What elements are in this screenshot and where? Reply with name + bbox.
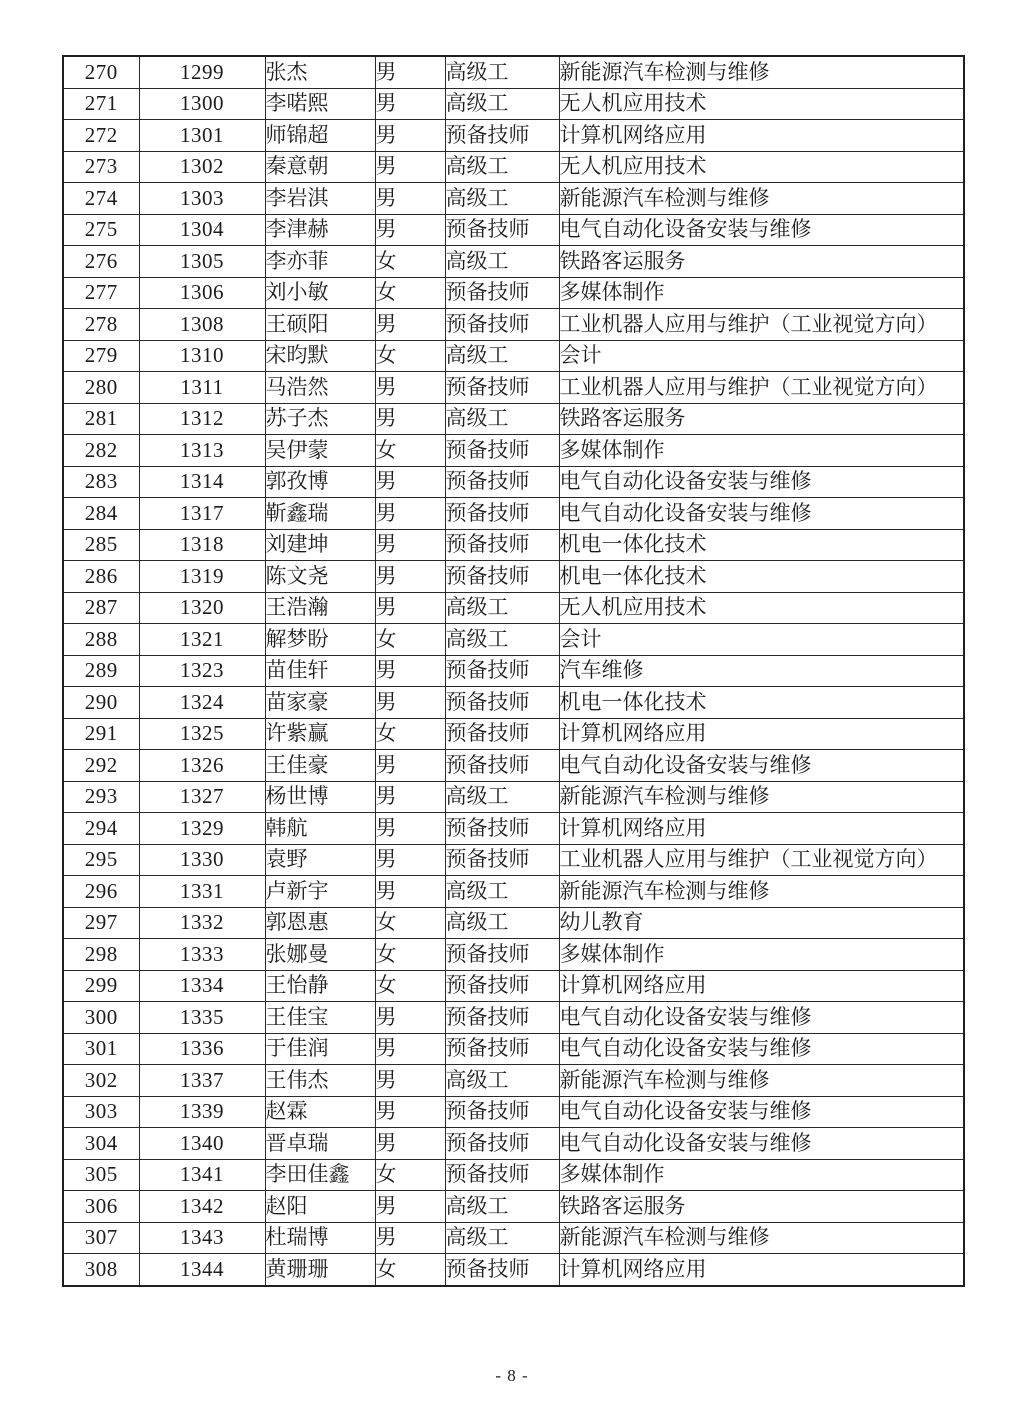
table-row	[63, 214, 964, 246]
cell-gender: 女	[375, 1159, 445, 1191]
cell-index: 307	[63, 1222, 139, 1254]
cell-index: 277	[63, 277, 139, 309]
cell-major: 工业机器人应用与维护（工业视觉方向）	[559, 844, 964, 876]
cell-major: 计算机网络应用	[559, 813, 964, 845]
cell-name: 郭孜博	[265, 466, 375, 498]
cell-major: 铁路客运服务	[559, 403, 964, 435]
cell-major: 铁路客运服务	[559, 1191, 964, 1223]
cell-level: 预备技师	[445, 655, 559, 687]
cell-id: 1343	[139, 1222, 265, 1254]
cell-index: 273	[63, 151, 139, 183]
table-row	[63, 56, 964, 88]
cell-level: 高级工	[445, 781, 559, 813]
cell-gender: 男	[375, 466, 445, 498]
cell-gender: 男	[375, 844, 445, 876]
table-row	[63, 939, 964, 971]
cell-level: 高级工	[445, 1222, 559, 1254]
cell-index: 301	[63, 1033, 139, 1065]
cell-major: 会计	[559, 340, 964, 372]
cell-level: 高级工	[445, 56, 559, 88]
cell-index: 285	[63, 529, 139, 561]
cell-id: 1344	[139, 1254, 265, 1286]
cell-id: 1317	[139, 498, 265, 530]
table-row	[63, 1096, 964, 1128]
cell-major: 工业机器人应用与维护（工业视觉方向）	[559, 372, 964, 404]
cell-name: 李岩淇	[265, 183, 375, 215]
table-row	[63, 1033, 964, 1065]
cell-gender: 男	[375, 309, 445, 341]
cell-gender: 男	[375, 1033, 445, 1065]
cell-name: 刘建坤	[265, 529, 375, 561]
cell-gender: 女	[375, 435, 445, 467]
cell-name: 张娜曼	[265, 939, 375, 971]
table-row	[63, 1128, 964, 1160]
table-row	[63, 844, 964, 876]
cell-id: 1340	[139, 1128, 265, 1160]
cell-name: 杨世博	[265, 781, 375, 813]
cell-name: 王佳宝	[265, 1002, 375, 1034]
cell-level: 高级工	[445, 183, 559, 215]
cell-gender: 男	[375, 1065, 445, 1097]
cell-name: 马浩然	[265, 372, 375, 404]
table-row	[63, 151, 964, 183]
cell-major: 无人机应用技术	[559, 151, 964, 183]
cell-name: 袁野	[265, 844, 375, 876]
table-row	[63, 88, 964, 120]
cell-name: 王佳豪	[265, 750, 375, 782]
cell-major: 多媒体制作	[559, 277, 964, 309]
page-number: - 8 -	[495, 1366, 529, 1385]
cell-level: 预备技师	[445, 1159, 559, 1191]
cell-id: 1326	[139, 750, 265, 782]
cell-name: 韩航	[265, 813, 375, 845]
cell-index: 308	[63, 1254, 139, 1286]
cell-index: 284	[63, 498, 139, 530]
cell-gender: 女	[375, 624, 445, 656]
cell-level: 高级工	[445, 592, 559, 624]
cell-level: 预备技师	[445, 750, 559, 782]
table-row	[63, 498, 964, 530]
cell-index: 300	[63, 1002, 139, 1034]
cell-index: 286	[63, 561, 139, 593]
cell-name: 刘小敏	[265, 277, 375, 309]
cell-name: 晋卓瑞	[265, 1128, 375, 1160]
table-row	[63, 876, 964, 908]
cell-index: 294	[63, 813, 139, 845]
cell-major: 电气自动化设备安装与维修	[559, 1128, 964, 1160]
cell-level: 预备技师	[445, 498, 559, 530]
cell-gender: 男	[375, 1222, 445, 1254]
cell-name: 苗家豪	[265, 687, 375, 719]
cell-index: 290	[63, 687, 139, 719]
cell-major: 新能源汽车检测与维修	[559, 183, 964, 215]
table-row	[63, 1159, 964, 1191]
cell-index: 282	[63, 435, 139, 467]
cell-major: 计算机网络应用	[559, 718, 964, 750]
cell-level: 高级工	[445, 340, 559, 372]
cell-name: 秦意朝	[265, 151, 375, 183]
cell-gender: 男	[375, 561, 445, 593]
cell-name: 陈文尧	[265, 561, 375, 593]
cell-index: 292	[63, 750, 139, 782]
cell-level: 高级工	[445, 876, 559, 908]
cell-level: 预备技师	[445, 466, 559, 498]
cell-index: 271	[63, 88, 139, 120]
cell-gender: 男	[375, 813, 445, 845]
cell-major: 无人机应用技术	[559, 592, 964, 624]
cell-index: 274	[63, 183, 139, 215]
cell-name: 王硕阳	[265, 309, 375, 341]
cell-index: 295	[63, 844, 139, 876]
cell-name: 于佳润	[265, 1033, 375, 1065]
cell-level: 预备技师	[445, 687, 559, 719]
table-row	[63, 1065, 964, 1097]
cell-name: 李亦菲	[265, 246, 375, 278]
cell-name: 赵阳	[265, 1191, 375, 1223]
cell-id: 1319	[139, 561, 265, 593]
cell-major: 新能源汽车检测与维修	[559, 1065, 964, 1097]
cell-index: 275	[63, 214, 139, 246]
cell-gender: 女	[375, 246, 445, 278]
table-row	[63, 718, 964, 750]
cell-id: 1321	[139, 624, 265, 656]
cell-major: 计算机网络应用	[559, 1254, 964, 1286]
table-row	[63, 592, 964, 624]
cell-level: 预备技师	[445, 1096, 559, 1128]
cell-gender: 男	[375, 1191, 445, 1223]
table-row	[63, 655, 964, 687]
cell-major: 电气自动化设备安装与维修	[559, 1096, 964, 1128]
table-row	[63, 687, 964, 719]
cell-major: 多媒体制作	[559, 1159, 964, 1191]
cell-gender: 女	[375, 939, 445, 971]
cell-id: 1304	[139, 214, 265, 246]
cell-gender: 女	[375, 340, 445, 372]
cell-id: 1335	[139, 1002, 265, 1034]
cell-gender: 女	[375, 1254, 445, 1286]
cell-index: 297	[63, 907, 139, 939]
cell-index: 289	[63, 655, 139, 687]
table-row	[63, 340, 964, 372]
cell-major: 新能源汽车检测与维修	[559, 781, 964, 813]
cell-id: 1325	[139, 718, 265, 750]
cell-level: 预备技师	[445, 120, 559, 152]
cell-id: 1299	[139, 56, 265, 88]
cell-gender: 女	[375, 718, 445, 750]
cell-index: 276	[63, 246, 139, 278]
table-row	[63, 372, 964, 404]
cell-name: 吴伊蒙	[265, 435, 375, 467]
cell-id: 1331	[139, 876, 265, 908]
table-row	[63, 183, 964, 215]
cell-level: 预备技师	[445, 1002, 559, 1034]
cell-gender: 男	[375, 214, 445, 246]
cell-id: 1308	[139, 309, 265, 341]
cell-gender: 男	[375, 372, 445, 404]
cell-gender: 男	[375, 1096, 445, 1128]
cell-major: 无人机应用技术	[559, 88, 964, 120]
table-row	[63, 435, 964, 467]
cell-level: 预备技师	[445, 214, 559, 246]
cell-gender: 女	[375, 907, 445, 939]
cell-gender: 女	[375, 970, 445, 1002]
cell-name: 王伟杰	[265, 1065, 375, 1097]
cell-index: 283	[63, 466, 139, 498]
roster-table-body	[63, 56, 964, 1286]
cell-id: 1312	[139, 403, 265, 435]
table-row	[63, 907, 964, 939]
cell-level: 高级工	[445, 151, 559, 183]
cell-major: 多媒体制作	[559, 435, 964, 467]
cell-name: 李喏熙	[265, 88, 375, 120]
cell-id: 1336	[139, 1033, 265, 1065]
cell-name: 赵霖	[265, 1096, 375, 1128]
cell-gender: 男	[375, 655, 445, 687]
cell-level: 预备技师	[445, 718, 559, 750]
cell-major: 机电一体化技术	[559, 687, 964, 719]
table-row	[63, 813, 964, 845]
cell-index: 281	[63, 403, 139, 435]
table-row	[63, 403, 964, 435]
cell-index: 280	[63, 372, 139, 404]
roster-table	[62, 55, 965, 1287]
table-row	[63, 246, 964, 278]
cell-gender: 男	[375, 403, 445, 435]
cell-gender: 女	[375, 277, 445, 309]
cell-level: 预备技师	[445, 529, 559, 561]
cell-major: 工业机器人应用与维护（工业视觉方向）	[559, 309, 964, 341]
table-row	[63, 120, 964, 152]
cell-name: 王怡静	[265, 970, 375, 1002]
cell-level: 预备技师	[445, 1033, 559, 1065]
cell-name: 苗佳轩	[265, 655, 375, 687]
cell-gender: 男	[375, 592, 445, 624]
cell-name: 郭恩惠	[265, 907, 375, 939]
cell-index: 305	[63, 1159, 139, 1191]
cell-name: 宋昀默	[265, 340, 375, 372]
table-row	[63, 1222, 964, 1254]
cell-level: 预备技师	[445, 844, 559, 876]
cell-index: 287	[63, 592, 139, 624]
cell-id: 1300	[139, 88, 265, 120]
cell-major: 汽车维修	[559, 655, 964, 687]
cell-gender: 男	[375, 498, 445, 530]
cell-id: 1305	[139, 246, 265, 278]
cell-name: 靳鑫瑞	[265, 498, 375, 530]
cell-index: 279	[63, 340, 139, 372]
cell-name: 张杰	[265, 56, 375, 88]
table-row	[63, 1002, 964, 1034]
cell-name: 苏子杰	[265, 403, 375, 435]
cell-id: 1313	[139, 435, 265, 467]
cell-major: 新能源汽车检测与维修	[559, 1222, 964, 1254]
cell-id: 1327	[139, 781, 265, 813]
cell-level: 高级工	[445, 624, 559, 656]
cell-level: 预备技师	[445, 309, 559, 341]
cell-name: 黄珊珊	[265, 1254, 375, 1286]
cell-gender: 男	[375, 120, 445, 152]
cell-level: 高级工	[445, 88, 559, 120]
cell-major: 电气自动化设备安装与维修	[559, 466, 964, 498]
cell-gender: 男	[375, 151, 445, 183]
cell-level: 预备技师	[445, 435, 559, 467]
cell-id: 1339	[139, 1096, 265, 1128]
cell-level: 高级工	[445, 403, 559, 435]
cell-gender: 男	[375, 687, 445, 719]
cell-index: 293	[63, 781, 139, 813]
cell-gender: 男	[375, 1128, 445, 1160]
cell-level: 预备技师	[445, 277, 559, 309]
cell-major: 计算机网络应用	[559, 120, 964, 152]
table-row	[63, 561, 964, 593]
cell-level: 高级工	[445, 1065, 559, 1097]
cell-major: 电气自动化设备安装与维修	[559, 1002, 964, 1034]
cell-index: 278	[63, 309, 139, 341]
cell-index: 288	[63, 624, 139, 656]
cell-gender: 男	[375, 529, 445, 561]
cell-level: 预备技师	[445, 1254, 559, 1286]
cell-gender: 男	[375, 781, 445, 813]
cell-major: 会计	[559, 624, 964, 656]
cell-level: 高级工	[445, 1191, 559, 1223]
cell-major: 计算机网络应用	[559, 970, 964, 1002]
cell-id: 1329	[139, 813, 265, 845]
cell-level: 高级工	[445, 907, 559, 939]
cell-gender: 男	[375, 876, 445, 908]
cell-id: 1330	[139, 844, 265, 876]
cell-name: 王浩瀚	[265, 592, 375, 624]
cell-level: 预备技师	[445, 1128, 559, 1160]
cell-major: 机电一体化技术	[559, 561, 964, 593]
table-row	[63, 750, 964, 782]
cell-gender: 男	[375, 88, 445, 120]
table-row	[63, 624, 964, 656]
cell-major: 多媒体制作	[559, 939, 964, 971]
cell-id: 1306	[139, 277, 265, 309]
cell-level: 预备技师	[445, 372, 559, 404]
table-row	[63, 781, 964, 813]
cell-level: 预备技师	[445, 561, 559, 593]
cell-gender: 男	[375, 56, 445, 88]
cell-id: 1341	[139, 1159, 265, 1191]
cell-major: 电气自动化设备安装与维修	[559, 750, 964, 782]
table-row	[63, 1254, 964, 1286]
cell-id: 1314	[139, 466, 265, 498]
cell-gender: 男	[375, 183, 445, 215]
cell-index: 306	[63, 1191, 139, 1223]
cell-index: 304	[63, 1128, 139, 1160]
cell-index: 298	[63, 939, 139, 971]
cell-id: 1333	[139, 939, 265, 971]
cell-index: 299	[63, 970, 139, 1002]
table-row	[63, 466, 964, 498]
cell-name: 杜瑞博	[265, 1222, 375, 1254]
table-row	[63, 277, 964, 309]
cell-major: 电气自动化设备安装与维修	[559, 498, 964, 530]
cell-id: 1342	[139, 1191, 265, 1223]
cell-major: 幼儿教育	[559, 907, 964, 939]
cell-name: 解梦盼	[265, 624, 375, 656]
cell-level: 高级工	[445, 246, 559, 278]
cell-gender: 男	[375, 1002, 445, 1034]
cell-index: 303	[63, 1096, 139, 1128]
cell-name: 许紫赢	[265, 718, 375, 750]
cell-name: 李田佳鑫	[265, 1159, 375, 1191]
cell-index: 270	[63, 56, 139, 88]
cell-id: 1311	[139, 372, 265, 404]
cell-name: 师锦超	[265, 120, 375, 152]
cell-id: 1337	[139, 1065, 265, 1097]
table-row	[63, 309, 964, 341]
cell-major: 机电一体化技术	[559, 529, 964, 561]
cell-id: 1320	[139, 592, 265, 624]
cell-major: 电气自动化设备安装与维修	[559, 214, 964, 246]
cell-level: 预备技师	[445, 813, 559, 845]
cell-gender: 男	[375, 750, 445, 782]
cell-id: 1302	[139, 151, 265, 183]
cell-id: 1310	[139, 340, 265, 372]
cell-major: 新能源汽车检测与维修	[559, 876, 964, 908]
cell-index: 272	[63, 120, 139, 152]
cell-major: 铁路客运服务	[559, 246, 964, 278]
cell-id: 1324	[139, 687, 265, 719]
cell-id: 1318	[139, 529, 265, 561]
cell-level: 预备技师	[445, 970, 559, 1002]
table-row	[63, 1191, 964, 1223]
cell-index: 296	[63, 876, 139, 908]
cell-id: 1323	[139, 655, 265, 687]
cell-level: 预备技师	[445, 939, 559, 971]
cell-major: 电气自动化设备安装与维修	[559, 1033, 964, 1065]
cell-name: 卢新宇	[265, 876, 375, 908]
cell-name: 李津赫	[265, 214, 375, 246]
table-row	[63, 970, 964, 1002]
cell-id: 1301	[139, 120, 265, 152]
cell-index: 291	[63, 718, 139, 750]
cell-major: 新能源汽车检测与维修	[559, 56, 964, 88]
cell-id: 1303	[139, 183, 265, 215]
table-row	[63, 529, 964, 561]
cell-id: 1332	[139, 907, 265, 939]
cell-index: 302	[63, 1065, 139, 1097]
cell-id: 1334	[139, 970, 265, 1002]
